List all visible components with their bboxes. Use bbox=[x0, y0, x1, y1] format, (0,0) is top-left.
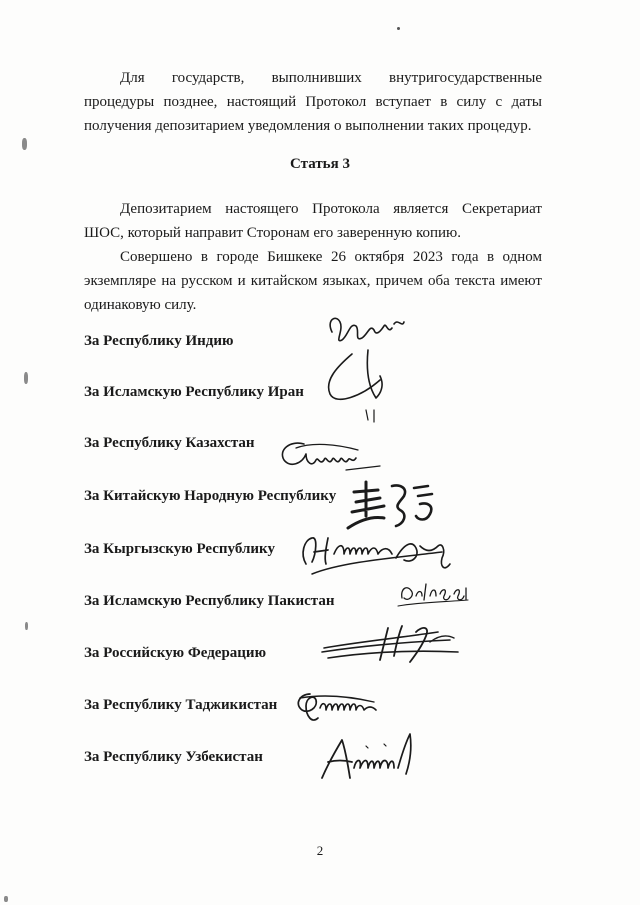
signatory-kazakhstan: За Республику Казахстан bbox=[84, 435, 255, 451]
signature-russia bbox=[318, 622, 468, 666]
punch-hole-mark bbox=[25, 622, 28, 630]
page-number: 2 bbox=[316, 843, 324, 858]
signatory-pakistan: За Исламскую Республику Пакистан bbox=[84, 593, 335, 609]
punch-hole-mark bbox=[4, 896, 8, 902]
signatory-india: За Республику Индию bbox=[84, 333, 234, 349]
signatory-china: За Китайскую Народную Республику bbox=[84, 488, 337, 504]
paragraph-done-at: Совершено в городе Бишкеке 26 октября 2023 года в одном экземпляре на русском и китайском языках, причем оба текста имеют одинаковую силу. bbox=[84, 249, 542, 313]
signatory-russia: За Российскую Федерацию bbox=[84, 645, 267, 661]
signature-kazakhstan bbox=[276, 436, 386, 476]
signature-india bbox=[318, 310, 408, 430]
article-heading: Статья 3 bbox=[290, 156, 350, 172]
signature-pakistan bbox=[396, 574, 476, 610]
punch-hole-mark bbox=[22, 138, 27, 150]
signatory-kyrgyzstan: За Кыргызскую Республику bbox=[84, 541, 275, 557]
signatory-tajikistan: За Республику Таджикистан bbox=[84, 697, 278, 713]
signatory-iran: За Исламскую Республику Иран bbox=[84, 384, 304, 400]
scan-speck bbox=[397, 27, 400, 30]
signatory-uzbekistan: За Республику Узбекистан bbox=[84, 749, 263, 765]
paragraph-entry-into-force: Для государств, выполнивших внутригосударственные процедуры позднее, настоящий Протокол вступает в силу с даты получения депозитарием уведомления о выполнении таких процедур. bbox=[84, 70, 542, 134]
signature-uzbekistan bbox=[314, 728, 434, 788]
signature-tajikistan bbox=[288, 684, 388, 728]
punch-hole-mark bbox=[24, 372, 28, 384]
paragraph-depositary: Депозитарием настоящего Протокола является Секретариат ШОС, который направит Сторонам его заверенную копию. bbox=[84, 201, 542, 241]
